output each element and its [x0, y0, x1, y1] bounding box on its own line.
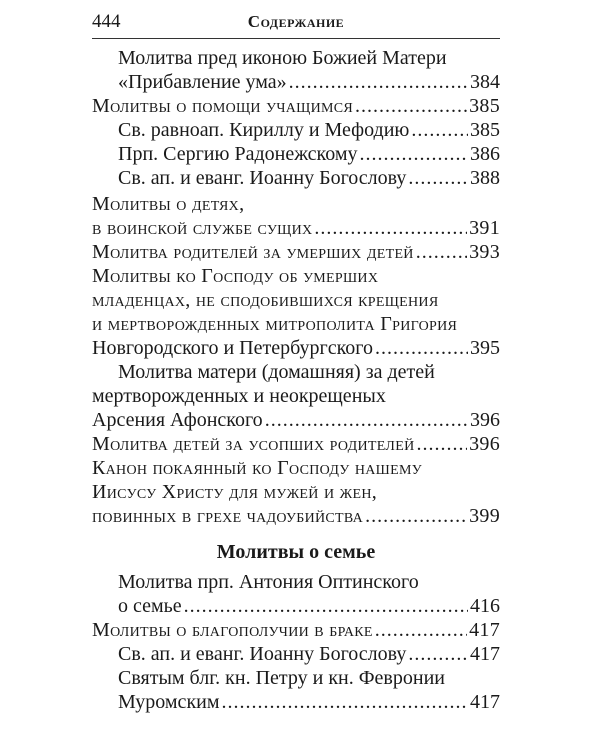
section-heading: Молитвы о семье	[216, 541, 376, 563]
toc-entry-title: Канон покаянный ко Господу нашему	[92, 457, 422, 479]
toc-entry	[118, 688, 500, 716]
toc-entry-title: «Прибавление ума»	[118, 71, 287, 93]
toc-entry-page: 396	[470, 409, 500, 431]
toc-entry-title: Св. равноап. Кириллу и Мефодию	[118, 119, 410, 141]
toc-entry	[118, 164, 500, 192]
toc-entry-title: Св. ап. и еванг. Иоанну Богослову	[118, 167, 407, 189]
dot-leader	[408, 164, 468, 192]
toc-entry-title: в воинской службе сущих	[92, 217, 313, 239]
toc-entry-title: Молитвы о благополучии в браке	[92, 619, 373, 641]
toc-entry-title: Св. ап. и еванг. Иоанну Богослову	[118, 643, 407, 665]
toc-entry-title: Молитва матери (домашняя) за детей	[118, 361, 435, 383]
toc-entry-page: 417	[470, 643, 500, 665]
toc-entry-title: и мертворожденных митрополита Григория	[92, 313, 458, 335]
toc-entry-title: младенцах, не сподобившихся крещения	[92, 289, 439, 311]
toc-entry-title: о семье	[118, 595, 182, 617]
toc-entry-title: Молитвы о помощи учащимся	[92, 95, 354, 117]
toc-entry-title: повинных в грехе чадоубийства	[92, 505, 364, 527]
toc-entry-page: 385	[470, 119, 500, 141]
toc-entry-page: 386	[470, 143, 500, 165]
toc-entry-page: 395	[470, 337, 500, 359]
toc-entry-page: 388	[470, 167, 500, 189]
toc-entry-page: 391	[469, 217, 500, 239]
toc-entry-title: Молитвы ко Господу об умерших	[92, 265, 379, 287]
toc-entry-title: Молитва родителей за умерших детей	[92, 241, 414, 263]
dot-leader	[365, 502, 467, 530]
toc-entry-page: 385	[469, 95, 500, 117]
page-number: 444	[92, 11, 121, 32]
toc-entry-title: Молитва пред иконою Божией Матери	[118, 47, 447, 69]
toc-entry-title: Молитвы о детях,	[92, 193, 245, 215]
toc-entry-title: Молитва прп. Антония Оптинского	[118, 571, 419, 593]
toc-entry-page: 399	[469, 505, 500, 527]
toc-entry-page: 396	[469, 433, 500, 455]
toc-entry-page: 393	[469, 241, 500, 263]
toc-entry-title: Арсения Афонского	[92, 409, 263, 431]
toc-entry-page: 417	[470, 691, 500, 713]
toc-entry-page: 384	[470, 71, 500, 93]
toc-entry-title: Новгородского и Петербургского	[92, 337, 374, 359]
toc-entry-title: Прп. Сергию Радонежскому	[118, 143, 358, 165]
toc-entry-title: Святым блг. кн. Петру и кн. Февронии	[118, 667, 445, 689]
toc-entry-page: 416	[470, 595, 500, 617]
toc-entry-title: Иисусу Христу для мужей и жен,	[92, 481, 378, 503]
dot-leader	[222, 688, 468, 716]
running-title: Содержание	[247, 12, 345, 31]
toc-entry-title: Муромским	[118, 691, 220, 713]
toc-entry-title: мертворожденных и неокрещеных	[92, 385, 386, 407]
toc-entry-page: 417	[469, 619, 500, 641]
toc-entry-title: Молитва детей за усопших родителей	[92, 433, 415, 455]
toc-entry	[92, 502, 500, 530]
